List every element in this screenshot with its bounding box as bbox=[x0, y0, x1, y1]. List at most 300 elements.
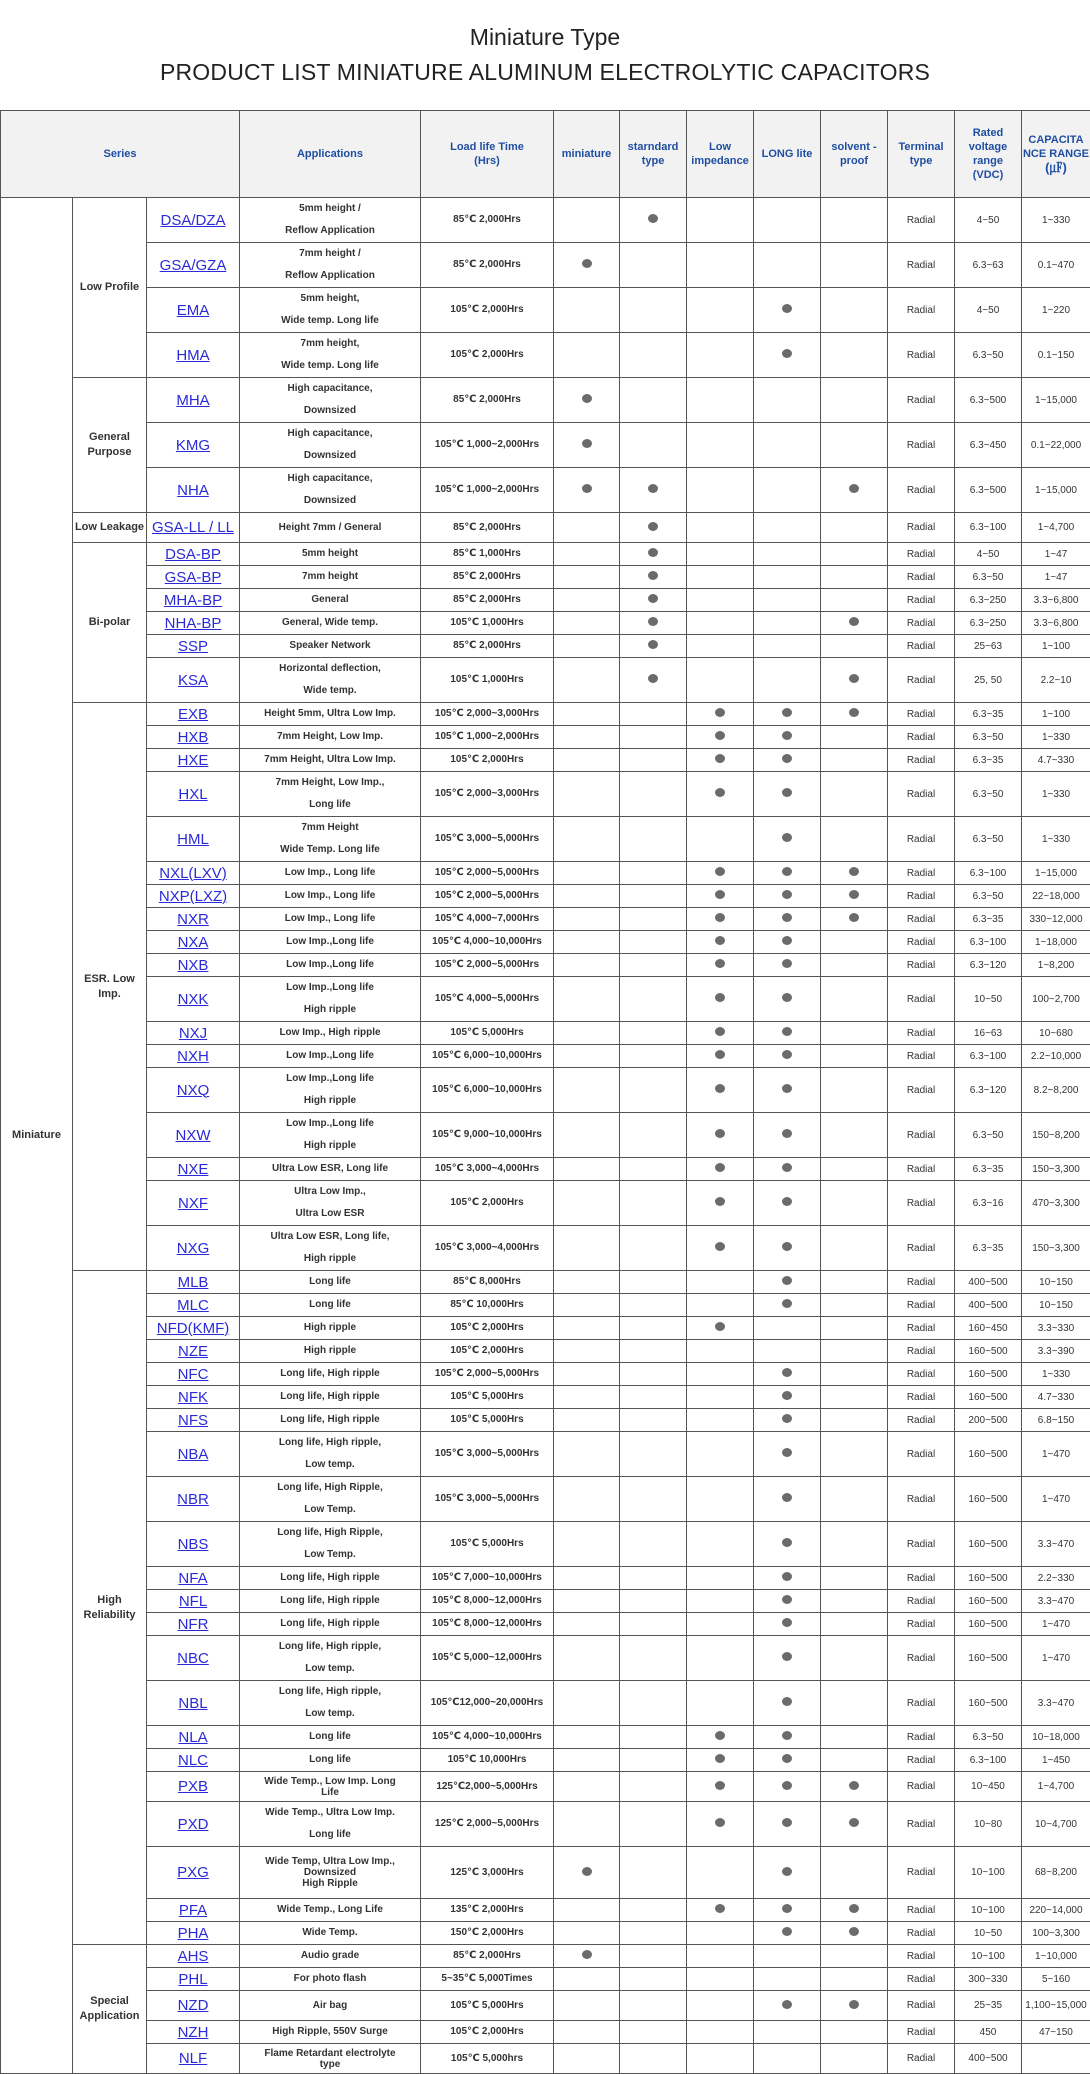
series-link[interactable]: NBL bbox=[178, 1695, 207, 1712]
load-life-cell: 105℃ 10,000Hrs bbox=[421, 1749, 554, 1772]
series-link[interactable]: NLA bbox=[178, 1729, 207, 1746]
series-link[interactable]: NFS bbox=[178, 1412, 208, 1429]
group-cell: Miniature bbox=[1, 198, 73, 2074]
long-life-cell bbox=[754, 1432, 821, 1477]
table-row bbox=[1, 635, 1090, 658]
miniature-cell bbox=[554, 862, 620, 885]
standard-cell bbox=[620, 1226, 687, 1271]
load-life-cell: 105℃ 1,000~2,000Hrs bbox=[421, 468, 554, 513]
bullet-icon bbox=[782, 1391, 792, 1400]
application-cell bbox=[240, 1636, 421, 1681]
application-line: 7mm Height bbox=[240, 817, 420, 839]
capacitance-cell: 150~8,200 bbox=[1022, 1113, 1090, 1158]
low-impedance-cell bbox=[687, 612, 754, 635]
standard-cell bbox=[620, 658, 687, 703]
miniature-cell bbox=[554, 543, 620, 566]
application-line: Speaker Network bbox=[240, 635, 420, 657]
low-impedance-cell bbox=[687, 1294, 754, 1317]
voltage-cell: 6.3~35 bbox=[955, 703, 1022, 726]
application-cell bbox=[240, 2021, 421, 2044]
series-link[interactable]: PHL bbox=[178, 1971, 207, 1988]
capacitance-cell: 0.1~150 bbox=[1022, 333, 1090, 378]
voltage-cell: 160~500 bbox=[955, 1432, 1022, 1477]
application-cell bbox=[240, 1045, 421, 1068]
application-line: Long life bbox=[240, 1749, 420, 1771]
series-link[interactable]: NBR bbox=[177, 1491, 209, 1508]
series-link[interactable]: NXA bbox=[178, 934, 209, 951]
low-impedance-cell bbox=[687, 2044, 754, 2074]
solvent-proof-cell bbox=[821, 243, 888, 288]
application-line: 7mm height bbox=[240, 566, 420, 588]
application-cell bbox=[240, 1681, 421, 1726]
capacitance-cell: 2.2~330 bbox=[1022, 1567, 1090, 1590]
long-life-cell bbox=[754, 862, 821, 885]
bullet-icon bbox=[782, 1027, 792, 1036]
low-impedance-cell bbox=[687, 1477, 754, 1522]
table-row bbox=[1, 1636, 1090, 1681]
application-line: Wide temp. Long life bbox=[240, 310, 420, 332]
series-link[interactable]: MLB bbox=[178, 1274, 209, 1291]
terminal-cell: Radial bbox=[888, 1022, 955, 1045]
series-link[interactable]: NBC bbox=[177, 1650, 209, 1667]
bullet-icon bbox=[849, 617, 859, 626]
series-link[interactable]: NFD(KMF) bbox=[157, 1320, 229, 1337]
capacitance-cell: 1~100 bbox=[1022, 703, 1090, 726]
table-row bbox=[1, 1590, 1090, 1613]
series-cell bbox=[147, 198, 240, 243]
bullet-icon bbox=[715, 1050, 725, 1059]
table-row bbox=[1, 1968, 1090, 1991]
bullet-icon bbox=[715, 1904, 725, 1913]
application-line: Reflow Application bbox=[240, 220, 420, 242]
series-link[interactable]: HXE bbox=[178, 752, 209, 769]
capacitance-cell: 0.1~470 bbox=[1022, 243, 1090, 288]
table-row bbox=[1, 1294, 1090, 1317]
solvent-proof-cell bbox=[821, 908, 888, 931]
solvent-proof-cell bbox=[821, 817, 888, 862]
low-impedance-cell bbox=[687, 1068, 754, 1113]
low-impedance-cell bbox=[687, 1409, 754, 1432]
long-life-cell bbox=[754, 817, 821, 862]
series-link[interactable]: HMA bbox=[176, 347, 209, 364]
application-cell bbox=[240, 1409, 421, 1432]
application-cell bbox=[240, 1432, 421, 1477]
series-cell bbox=[147, 1045, 240, 1068]
series-link[interactable]: HXL bbox=[178, 786, 207, 803]
solvent-proof-cell bbox=[821, 1432, 888, 1477]
long-life-cell bbox=[754, 1726, 821, 1749]
low-impedance-cell bbox=[687, 772, 754, 817]
terminal-cell: Radial bbox=[888, 513, 955, 543]
table-row bbox=[1, 1271, 1090, 1294]
application-cell bbox=[240, 1613, 421, 1636]
standard-cell bbox=[620, 2021, 687, 2044]
solvent-proof-cell bbox=[821, 378, 888, 423]
bullet-icon bbox=[782, 1084, 792, 1093]
solvent-proof-cell bbox=[821, 703, 888, 726]
miniature-cell bbox=[554, 243, 620, 288]
application-line: Downsized bbox=[240, 445, 420, 467]
solvent-proof-cell bbox=[821, 1590, 888, 1613]
low-impedance-cell bbox=[687, 1726, 754, 1749]
solvent-proof-cell bbox=[821, 1294, 888, 1317]
bullet-icon bbox=[782, 1538, 792, 1547]
application-line: High ripple bbox=[240, 1090, 420, 1112]
terminal-cell: Radial bbox=[888, 1113, 955, 1158]
long-life-cell bbox=[754, 726, 821, 749]
series-link[interactable]: NHA-BP bbox=[165, 615, 222, 632]
bullet-icon bbox=[782, 788, 792, 797]
series-link[interactable]: NXQ bbox=[177, 1082, 210, 1099]
low-impedance-cell bbox=[687, 566, 754, 589]
load-life-cell: 85℃ 2,000Hrs bbox=[421, 566, 554, 589]
application-line: Long life bbox=[240, 794, 420, 816]
series-cell bbox=[147, 635, 240, 658]
solvent-proof-cell bbox=[821, 977, 888, 1022]
application-line: 7mm Height, Low Imp. bbox=[240, 726, 420, 748]
application-line: Long life, High ripple bbox=[240, 1590, 420, 1612]
table-row bbox=[1, 1922, 1090, 1945]
series-link[interactable]: NBS bbox=[178, 1536, 209, 1553]
series-cell bbox=[147, 1681, 240, 1726]
long-life-cell bbox=[754, 566, 821, 589]
application-cell bbox=[240, 1158, 421, 1181]
subgroup-cell: Bi-polar bbox=[73, 543, 147, 703]
series-link[interactable]: NXF bbox=[178, 1195, 208, 1212]
series-link[interactable]: NZD bbox=[178, 1997, 209, 2014]
solvent-proof-cell bbox=[821, 1567, 888, 1590]
load-life-cell: 125℃2,000~5,000Hrs bbox=[421, 1772, 554, 1802]
series-cell bbox=[147, 1294, 240, 1317]
solvent-proof-cell bbox=[821, 658, 888, 703]
series-link[interactable]: DSA/DZA bbox=[160, 212, 225, 229]
application-cell bbox=[240, 1181, 421, 1226]
table-row bbox=[1, 1432, 1090, 1477]
application-cell bbox=[240, 658, 421, 703]
series-link[interactable]: GSA-BP bbox=[165, 569, 222, 586]
series-link[interactable]: NBA bbox=[178, 1446, 209, 1463]
series-link[interactable]: PXG bbox=[177, 1864, 209, 1881]
capacitance-cell: 2.2~10,000 bbox=[1022, 1045, 1090, 1068]
series-link[interactable]: NXH bbox=[177, 1048, 209, 1065]
series-link[interactable]: SSP bbox=[178, 638, 208, 655]
terminal-cell: Radial bbox=[888, 1181, 955, 1226]
voltage-cell: 160~500 bbox=[955, 1613, 1022, 1636]
application-cell bbox=[240, 1968, 421, 1991]
header-solvent-line1: solvent - bbox=[831, 141, 876, 153]
application-line: Wide Temp. Long life bbox=[240, 839, 420, 861]
table-row bbox=[1, 1158, 1090, 1181]
voltage-cell: 160~500 bbox=[955, 1477, 1022, 1522]
voltage-cell: 6.3~35 bbox=[955, 1158, 1022, 1181]
series-link[interactable]: NXE bbox=[178, 1161, 209, 1178]
solvent-proof-cell bbox=[821, 1181, 888, 1226]
long-life-cell bbox=[754, 333, 821, 378]
load-life-cell: 85℃ 2,000Hrs bbox=[421, 635, 554, 658]
solvent-proof-cell bbox=[821, 749, 888, 772]
application-cell bbox=[240, 862, 421, 885]
terminal-cell: Radial bbox=[888, 468, 955, 513]
header-standard-line2: type bbox=[642, 155, 665, 167]
long-life-cell bbox=[754, 1802, 821, 1847]
low-impedance-cell bbox=[687, 1899, 754, 1922]
series-cell bbox=[147, 1802, 240, 1847]
low-impedance-cell bbox=[687, 1991, 754, 2021]
voltage-cell: 450 bbox=[955, 2021, 1022, 2044]
bullet-icon bbox=[782, 1927, 792, 1936]
series-link[interactable]: MHA-BP bbox=[164, 592, 222, 609]
load-life-cell: 105℃ 1,000Hrs bbox=[421, 658, 554, 703]
low-impedance-cell bbox=[687, 288, 754, 333]
table-row bbox=[1, 726, 1090, 749]
series-link[interactable]: EMA bbox=[177, 302, 210, 319]
subgroup-cell: High Reliability bbox=[73, 1271, 147, 1945]
low-impedance-cell bbox=[687, 931, 754, 954]
low-impedance-cell bbox=[687, 378, 754, 423]
series-link[interactable]: NXG bbox=[177, 1240, 210, 1257]
load-life-cell: 105℃ 1,000~2,000Hrs bbox=[421, 423, 554, 468]
voltage-cell: 10~100 bbox=[955, 1899, 1022, 1922]
application-cell bbox=[240, 543, 421, 566]
standard-cell bbox=[620, 1158, 687, 1181]
terminal-cell: Radial bbox=[888, 378, 955, 423]
series-link[interactable]: PHA bbox=[178, 1925, 209, 1942]
solvent-proof-cell bbox=[821, 1991, 888, 2021]
miniature-cell bbox=[554, 2021, 620, 2044]
miniature-cell bbox=[554, 954, 620, 977]
terminal-cell: Radial bbox=[888, 1226, 955, 1271]
series-cell bbox=[147, 862, 240, 885]
series-link[interactable]: EXB bbox=[178, 706, 208, 723]
series-link[interactable]: PFA bbox=[179, 1902, 207, 1919]
long-life-cell bbox=[754, 378, 821, 423]
application-line: High capacitance, bbox=[240, 468, 420, 490]
bullet-icon bbox=[715, 1084, 725, 1093]
header-terminal bbox=[888, 111, 955, 198]
bullet-icon bbox=[715, 936, 725, 945]
series-cell bbox=[147, 2021, 240, 2044]
series-link[interactable]: KMG bbox=[176, 437, 210, 454]
series-link[interactable]: PXB bbox=[178, 1778, 208, 1795]
terminal-cell: Radial bbox=[888, 243, 955, 288]
series-link[interactable]: NFC bbox=[178, 1366, 209, 1383]
miniature-cell bbox=[554, 1068, 620, 1113]
bullet-icon bbox=[782, 1818, 792, 1827]
series-link[interactable]: MLC bbox=[177, 1297, 209, 1314]
capacitance-cell: 3.3~6,800 bbox=[1022, 589, 1090, 612]
series-link[interactable]: DSA-BP bbox=[165, 546, 221, 563]
miniature-cell bbox=[554, 1363, 620, 1386]
long-life-cell bbox=[754, 1226, 821, 1271]
header-long-life: LONG lite bbox=[754, 111, 821, 198]
load-life-cell: 105℃ 7,000~10,000Hrs bbox=[421, 1567, 554, 1590]
long-life-cell bbox=[754, 1749, 821, 1772]
solvent-proof-cell bbox=[821, 333, 888, 378]
standard-cell bbox=[620, 1590, 687, 1613]
standard-cell bbox=[620, 1409, 687, 1432]
series-link[interactable]: NXJ bbox=[179, 1025, 207, 1042]
miniature-cell bbox=[554, 1772, 620, 1802]
terminal-cell: Radial bbox=[888, 1590, 955, 1613]
solvent-proof-cell bbox=[821, 726, 888, 749]
application-cell bbox=[240, 954, 421, 977]
series-link[interactable]: NLC bbox=[178, 1752, 208, 1769]
terminal-cell: Radial bbox=[888, 543, 955, 566]
series-cell bbox=[147, 288, 240, 333]
series-cell bbox=[147, 1847, 240, 1899]
load-life-cell: 105℃ 2,000~5,000Hrs bbox=[421, 1363, 554, 1386]
series-cell bbox=[147, 977, 240, 1022]
series-link[interactable]: MHA bbox=[176, 392, 209, 409]
long-life-cell bbox=[754, 589, 821, 612]
series-cell bbox=[147, 566, 240, 589]
bullet-icon bbox=[715, 913, 725, 922]
standard-cell bbox=[620, 243, 687, 288]
table-row bbox=[1, 1363, 1090, 1386]
header-terminal-line2: type bbox=[910, 155, 933, 167]
series-link[interactable]: GSA/GZA bbox=[160, 257, 227, 274]
voltage-cell: 400~500 bbox=[955, 2044, 1022, 2074]
series-link[interactable]: NFL bbox=[179, 1593, 207, 1610]
series-link[interactable]: GSA-LL / LL bbox=[152, 519, 234, 536]
header-low-impedance bbox=[687, 111, 754, 198]
series-link[interactable]: NLF bbox=[179, 2050, 207, 2067]
product-table bbox=[0, 110, 1090, 2074]
long-life-cell bbox=[754, 1772, 821, 1802]
capacitance-cell: 1~4,700 bbox=[1022, 1772, 1090, 1802]
application-cell bbox=[240, 1271, 421, 1294]
application-cell bbox=[240, 243, 421, 288]
voltage-cell: 10~50 bbox=[955, 1922, 1022, 1945]
application-line: 5mm height bbox=[240, 543, 420, 565]
series-link[interactable]: HML bbox=[177, 831, 209, 848]
standard-cell bbox=[620, 1317, 687, 1340]
terminal-cell: Radial bbox=[888, 333, 955, 378]
load-life-cell: 105℃ 8,000~12,000Hrs bbox=[421, 1590, 554, 1613]
series-link[interactable]: NHA bbox=[177, 482, 209, 499]
solvent-proof-cell bbox=[821, 885, 888, 908]
table-row bbox=[1, 1340, 1090, 1363]
bullet-icon bbox=[782, 1697, 792, 1706]
miniature-cell bbox=[554, 1226, 620, 1271]
solvent-proof-cell bbox=[821, 612, 888, 635]
load-life-cell: 105℃12,000~20,000Hrs bbox=[421, 1681, 554, 1726]
table-row bbox=[1, 1945, 1090, 1968]
capacitance-cell: 1~47 bbox=[1022, 566, 1090, 589]
voltage-cell: 6.3~35 bbox=[955, 1226, 1022, 1271]
application-line: Air bag bbox=[240, 1995, 420, 2017]
series-link[interactable]: NZH bbox=[178, 2024, 209, 2041]
miniature-cell bbox=[554, 1636, 620, 1681]
series-link[interactable]: NZE bbox=[178, 1343, 208, 1360]
miniature-cell bbox=[554, 1749, 620, 1772]
table-row bbox=[1, 658, 1090, 703]
low-impedance-cell bbox=[687, 635, 754, 658]
series-link[interactable]: NXL(LXV) bbox=[159, 865, 227, 882]
long-life-cell bbox=[754, 977, 821, 1022]
miniature-cell bbox=[554, 772, 620, 817]
miniature-cell bbox=[554, 1899, 620, 1922]
miniature-cell bbox=[554, 333, 620, 378]
capacitance-cell: 1~470 bbox=[1022, 1477, 1090, 1522]
low-impedance-cell bbox=[687, 1749, 754, 1772]
long-life-cell bbox=[754, 1386, 821, 1409]
low-impedance-cell bbox=[687, 1181, 754, 1226]
series-link[interactable]: HXB bbox=[178, 729, 209, 746]
table-row bbox=[1, 1113, 1090, 1158]
series-link[interactable]: NXW bbox=[176, 1127, 211, 1144]
capacitance-cell: 5~160 bbox=[1022, 1968, 1090, 1991]
miniature-cell bbox=[554, 1590, 620, 1613]
miniature-cell bbox=[554, 1340, 620, 1363]
terminal-cell: Radial bbox=[888, 589, 955, 612]
series-cell bbox=[147, 333, 240, 378]
header-cap-unit: (㎌) bbox=[1045, 160, 1067, 175]
application-line: For photo flash bbox=[240, 1968, 420, 1990]
bullet-icon bbox=[849, 867, 859, 876]
miniature-cell bbox=[554, 1681, 620, 1726]
series-cell bbox=[147, 1181, 240, 1226]
series-link[interactable]: KSA bbox=[178, 672, 208, 689]
table-row bbox=[1, 1226, 1090, 1271]
table-row bbox=[1, 288, 1090, 333]
standard-cell bbox=[620, 1749, 687, 1772]
load-life-cell: 105℃ 6,000~10,000Hrs bbox=[421, 1068, 554, 1113]
terminal-cell: Radial bbox=[888, 566, 955, 589]
solvent-proof-cell bbox=[821, 1899, 888, 1922]
standard-cell bbox=[620, 333, 687, 378]
application-cell bbox=[240, 1477, 421, 1522]
capacitance-cell: 10~150 bbox=[1022, 1294, 1090, 1317]
series-cell bbox=[147, 1945, 240, 1968]
series-link[interactable]: NXR bbox=[177, 911, 209, 928]
series-link[interactable]: NFA bbox=[178, 1570, 207, 1587]
miniature-cell bbox=[554, 378, 620, 423]
series-cell bbox=[147, 1409, 240, 1432]
long-life-cell bbox=[754, 1181, 821, 1226]
series-link[interactable]: PXD bbox=[178, 1816, 209, 1833]
miniature-cell bbox=[554, 1567, 620, 1590]
load-life-cell: 105℃ 9,000~10,000Hrs bbox=[421, 1113, 554, 1158]
standard-cell bbox=[620, 703, 687, 726]
table-row bbox=[1, 243, 1090, 288]
miniature-cell bbox=[554, 703, 620, 726]
series-link[interactable]: NFK bbox=[178, 1389, 208, 1406]
series-link[interactable]: AHS bbox=[178, 1948, 209, 1965]
load-life-cell: 125℃ 3,000Hrs bbox=[421, 1847, 554, 1899]
application-cell bbox=[240, 1294, 421, 1317]
application-cell bbox=[240, 1386, 421, 1409]
series-link[interactable]: NFR bbox=[178, 1616, 209, 1633]
miniature-cell bbox=[554, 1409, 620, 1432]
bullet-icon bbox=[715, 1754, 725, 1763]
series-link[interactable]: NXB bbox=[178, 957, 209, 974]
bullet-icon bbox=[782, 1595, 792, 1604]
load-life-cell: 105℃ 2,000~3,000Hrs bbox=[421, 772, 554, 817]
bullet-icon bbox=[648, 617, 658, 626]
capacitance-cell: 8.2~8,200 bbox=[1022, 1068, 1090, 1113]
standard-cell bbox=[620, 543, 687, 566]
series-cell bbox=[147, 1522, 240, 1567]
series-link[interactable]: NXP(LXZ) bbox=[159, 888, 227, 905]
load-life-cell: 105℃ 4,000~5,000Hrs bbox=[421, 977, 554, 1022]
miniature-cell bbox=[554, 1432, 620, 1477]
standard-cell bbox=[620, 1340, 687, 1363]
long-life-cell bbox=[754, 1613, 821, 1636]
solvent-proof-cell bbox=[821, 1409, 888, 1432]
series-link[interactable]: NXK bbox=[178, 991, 209, 1008]
standard-cell bbox=[620, 1968, 687, 1991]
